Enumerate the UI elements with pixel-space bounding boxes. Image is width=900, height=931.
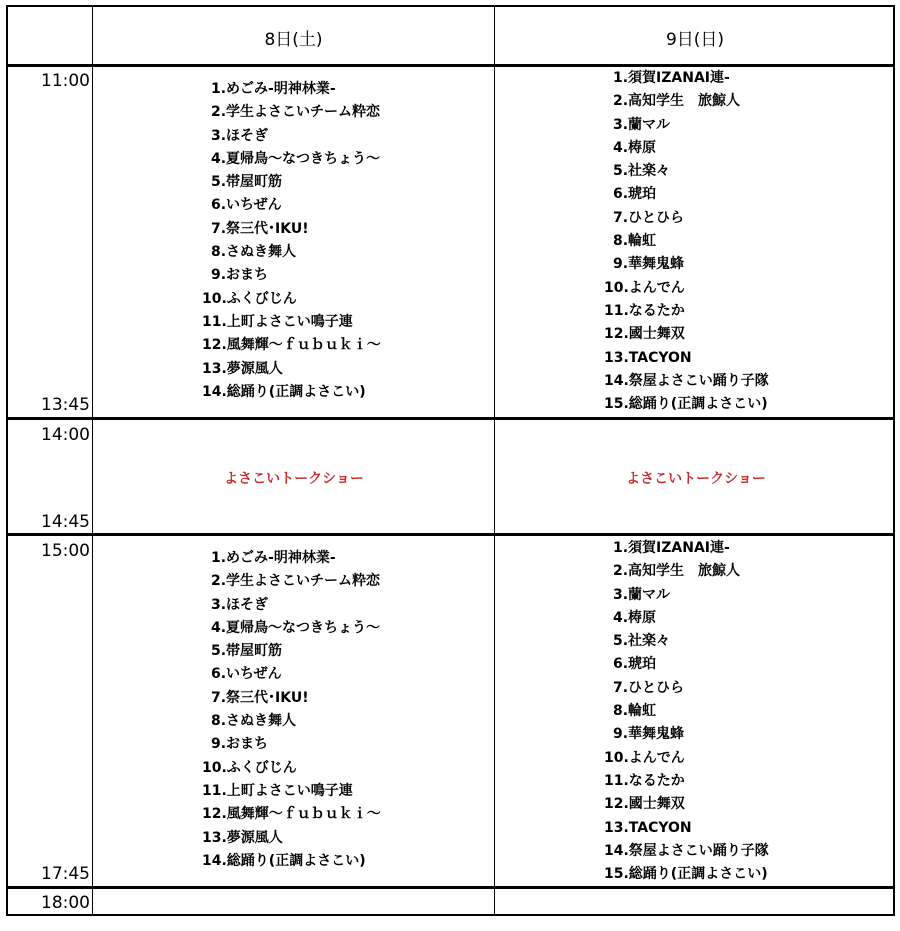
list-item: 12.風舞輝～ｆｕｂｕｋｉ～ (202, 806, 381, 823)
list-item: 14.総踊り(正調よさこい) (202, 383, 366, 400)
list-item: 4.夏帰鳥～なつきちょう～ (211, 150, 381, 167)
list-item: 13.TACYON (604, 349, 692, 366)
list-item: 2.高知学生 旅鯨人 (613, 563, 741, 580)
list-item: 2.学生よさこいチーム粋恋 (211, 573, 381, 590)
list-item: 8.輪虹 (613, 233, 657, 250)
list-item: 11.上町よさこい鳴子連 (202, 782, 353, 799)
list-item: 10.ふくびじん (202, 759, 297, 776)
time-1400: 14:00 (41, 425, 90, 445)
list-item: 9.華舞鬼蜂 (613, 726, 685, 743)
list-item: 5.社楽々 (613, 163, 671, 180)
list-item: 15.総踊り(正調よさこい) (604, 866, 768, 883)
list-item: 5.社楽々 (613, 633, 671, 650)
list-item: 6.琥珀 (613, 656, 657, 673)
list-item: 5.帯屋町筋 (211, 174, 283, 191)
time-1445: 14:45 (41, 512, 90, 532)
time-1800: 18:00 (41, 893, 90, 913)
list-item: 11.なるたか (604, 772, 685, 789)
divider-day-columns (494, 7, 495, 914)
list-item: 6.いちぜん (211, 197, 282, 214)
sat-afternoon-list (202, 547, 381, 873)
list-item: 3.蘭マル (613, 586, 671, 603)
header-sunday: 9日(日) (665, 29, 725, 50)
list-item: 14.総踊り(正調よさこい) (202, 852, 366, 869)
list-item: 3.ほそぎ (211, 596, 269, 613)
list-item: 12.國士舞双 (604, 326, 685, 343)
list-item: 8.さぬき舞人 (211, 713, 297, 730)
sat-morning-list (202, 78, 381, 404)
list-item: 2.高知学生 旅鯨人 (613, 93, 741, 110)
list-item: 10.よんでん (604, 749, 685, 766)
list-item: 13.夢源風人 (202, 360, 283, 377)
list-item: 4.梼原 (613, 139, 657, 156)
list-item: 8.輪虹 (613, 703, 657, 720)
list-item: 7.ひとひら (613, 679, 685, 696)
divider-talk (8, 533, 893, 536)
list-item: 8.さぬき舞人 (211, 244, 297, 261)
talk-show-sunday: よさこいトークショー (626, 471, 766, 487)
divider-morning (8, 417, 893, 420)
list-item: 12.國士舞双 (604, 796, 685, 813)
list-item: 12.風舞輝～ｆｕｂｕｋｉ～ (202, 337, 381, 354)
list-item: 7.祭三代･IKU! (211, 689, 309, 706)
talk-show-saturday: よさこいトークショー (224, 471, 364, 487)
list-item: 3.ほそぎ (211, 127, 269, 144)
list-item: 14.祭屋よさこい踊り子隊 (604, 842, 769, 859)
list-item: 13.夢源風人 (202, 829, 283, 846)
list-item: 1.めごみ-明神林業- (211, 81, 336, 97)
header-saturday: 8日(土) (264, 29, 323, 50)
sun-morning-list (604, 67, 769, 416)
list-item: 9.おまち (211, 736, 269, 753)
divider-time-column (92, 7, 93, 914)
list-item: 6.いちぜん (211, 666, 282, 683)
list-item: 5.帯屋町筋 (211, 643, 283, 660)
list-item: 11.上町よさこい鳴子連 (202, 313, 353, 330)
list-item: 9.おまち (211, 267, 269, 284)
list-item: 4.梼原 (613, 609, 657, 626)
time-1345: 13:45 (41, 395, 90, 415)
list-item: 10.よんでん (604, 279, 685, 296)
list-item: 1.めごみ-明神林業- (211, 550, 336, 566)
list-item: 9.華舞鬼蜂 (613, 256, 685, 273)
list-item: 3.蘭マル (613, 116, 671, 133)
list-item: 2.学生よさこいチーム粋恋 (211, 104, 381, 121)
list-item: 7.祭三代･IKU! (211, 220, 309, 237)
list-item: 11.なるたか (604, 302, 685, 319)
list-item: 10.ふくびじん (202, 290, 297, 307)
list-item: 1.須賀IZANAI連- (613, 70, 730, 86)
list-item: 4.夏帰鳥～なつきちょう～ (211, 619, 381, 636)
list-item: 1.須賀IZANAI連- (613, 540, 730, 556)
list-item: 6.琥珀 (613, 186, 657, 203)
time-1745: 17:45 (41, 864, 90, 884)
list-item: 7.ひとひら (613, 209, 685, 226)
time-1500: 15:00 (41, 541, 90, 561)
list-item: 15.総踊り(正調よさこい) (604, 396, 768, 413)
time-1100: 11:00 (41, 71, 90, 91)
sun-afternoon-list (604, 537, 769, 886)
list-item: 13.TACYON (604, 819, 692, 836)
list-item: 14.祭屋よさこい踊り子隊 (604, 372, 769, 389)
